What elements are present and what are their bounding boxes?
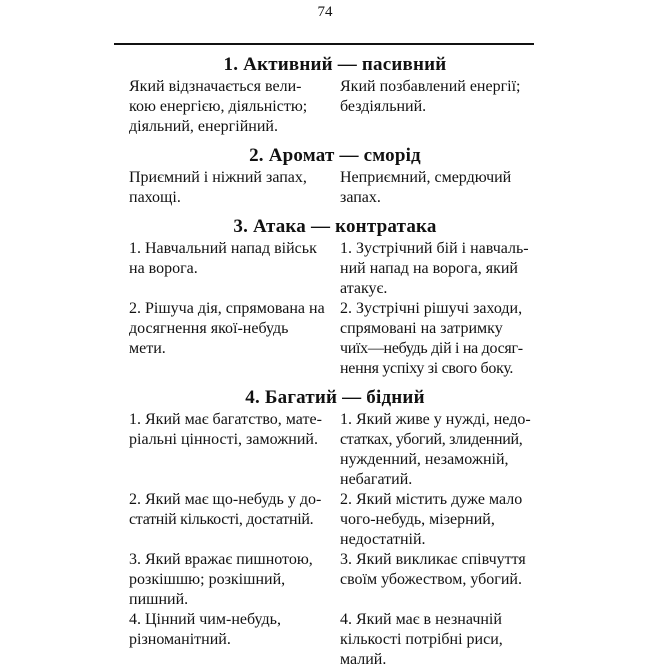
entry-heading: 3. Атака — контратака [233, 216, 437, 237]
definition-line: розкішшю; розкішний, [129, 571, 286, 588]
definition-row [129, 490, 541, 550]
definition-line: статках, убогий, злиденний, [340, 431, 523, 448]
left-definition [129, 410, 330, 490]
entry-heading: 1. Активний — пасивний [223, 54, 447, 75]
definition-line: на ворога. [129, 260, 198, 277]
definition-line: 1. Зустрічний бій і навчаль- [340, 240, 529, 257]
definition-line: 2. Який має що-небудь у до- [129, 491, 322, 508]
definition-line: різноманітний. [129, 631, 231, 648]
left-definition [129, 550, 330, 610]
definition-line: Неприємний, смердючий [340, 169, 512, 186]
definition-line: ріальні цінності, заможний. [129, 431, 318, 448]
definition-line: чого-небудь, мізерний, [340, 511, 495, 528]
left-definition [129, 490, 330, 550]
left-definition [129, 168, 330, 208]
definition-line: 2. Зустрічні рішучі заходи, [340, 300, 523, 317]
definition-line: Приємний і ніжний запах, [129, 169, 307, 186]
definition-row [129, 299, 541, 379]
right-definition [340, 490, 541, 550]
left-definition [129, 77, 330, 137]
definition-line: нення успіху зі свого боку. [340, 360, 514, 377]
definition-line: запах. [340, 189, 381, 206]
definition-line: нужденний, незаможній, [340, 451, 509, 468]
definition-line: своїм убожеством, убогий. [340, 571, 522, 588]
definition-line: статній кількості, достатній. [129, 511, 314, 528]
definition-line: діяльний, енергійний. [129, 118, 278, 135]
entry-heading: 2. Аромат — сморід [249, 145, 421, 166]
definition-line: спрямовані на затримку [340, 320, 503, 337]
entry-ataka-kontrataka [129, 216, 541, 379]
definition-line: Який відзначається вели- [129, 78, 302, 95]
entry-aromat-smorid [129, 145, 541, 208]
definition-line: 2. Рішуча дія, спрямована на [129, 300, 325, 317]
definition-line: 1. Який має багатство, мате- [129, 411, 322, 428]
definition-line: малий. [340, 651, 387, 668]
right-definition [340, 239, 541, 299]
definition-line: 1. Навчальний напад військ [129, 240, 317, 257]
entry-aktyvnyi-pasyvnyi [129, 54, 541, 137]
definition-line: 4. Який має в незначній [340, 611, 502, 628]
antonym-entries [129, 48, 541, 670]
definition-row [129, 77, 541, 137]
right-definition [340, 77, 541, 137]
definition-line: недостатній. [340, 531, 426, 548]
definition-line: кою енергією, діяльністю; [129, 98, 308, 115]
right-definition [340, 299, 541, 379]
definition-line: пишний. [129, 591, 189, 608]
header-rule [114, 43, 534, 45]
definition-row [129, 239, 541, 299]
page-number: 74 [317, 4, 333, 20]
definition-row [129, 610, 541, 670]
left-definition [129, 299, 330, 379]
definition-line: ний напад на ворога, який [340, 260, 518, 277]
definition-line: 3. Який вражає пишнотою, [129, 551, 313, 568]
definition-line: 4. Цінний чим-небудь, [129, 611, 281, 628]
definition-line: досягнення якої-небудь [129, 320, 289, 337]
entry-bahatyi-bidnyi [129, 387, 541, 670]
definition-line: мети. [129, 340, 166, 357]
definition-line: пахощі. [129, 189, 181, 206]
right-definition [340, 550, 541, 610]
right-definition [340, 168, 541, 208]
definition-line: атакує. [340, 280, 388, 297]
right-definition [340, 410, 541, 490]
left-definition [129, 610, 330, 670]
right-definition [340, 610, 541, 670]
entry-heading: 4. Багатий — бідний [245, 387, 425, 408]
definition-row [129, 410, 541, 490]
definition-line: чиїх—небудь дій і на досяг- [340, 340, 523, 357]
definition-row [129, 550, 541, 610]
definition-line: Який позбавлений енергії; [340, 78, 521, 95]
definition-line: небагатий. [340, 471, 413, 488]
definition-row [129, 168, 541, 208]
definition-line: бездіяльний. [340, 98, 427, 115]
left-definition [129, 239, 330, 299]
definition-line: 2. Який містить дуже мало [340, 491, 523, 508]
definition-line: 3. Який викликає співчуття [340, 551, 526, 568]
definition-line: 1. Який живе у нужді, недо- [340, 411, 531, 428]
definition-line: кількості потрібні риси, [340, 631, 503, 648]
